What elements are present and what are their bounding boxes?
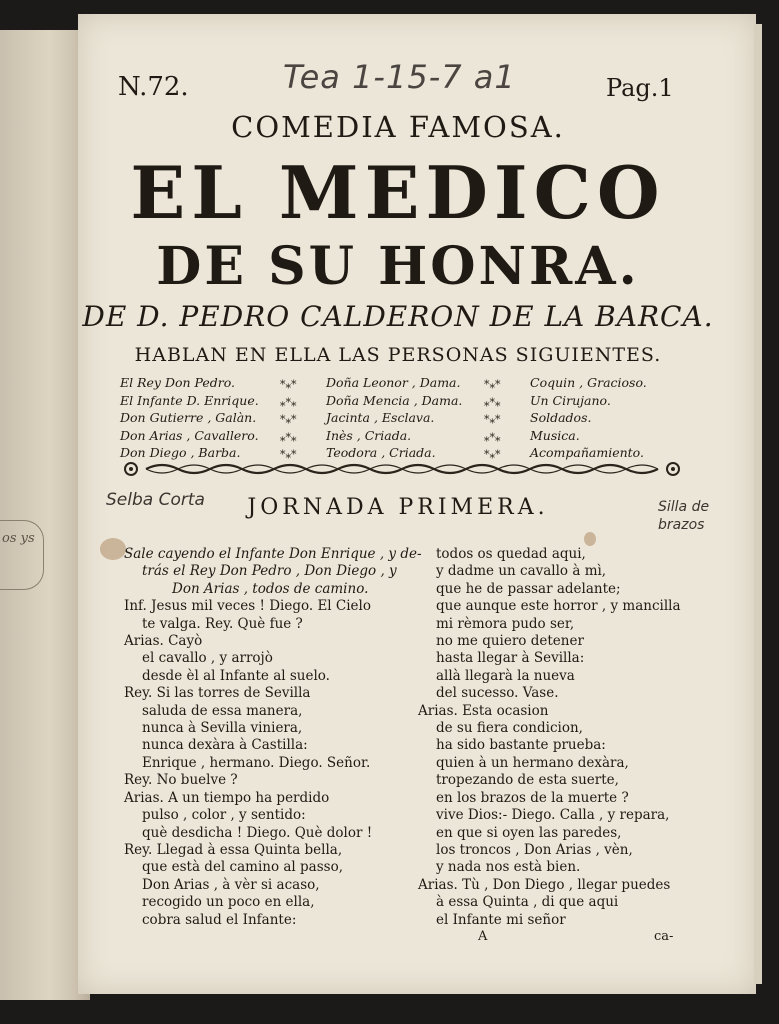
cast-item: Soldados.: [530, 410, 592, 425]
title-line-3: DE SU HONRA.: [156, 236, 640, 297]
cast-item: Jacinta , Esclava.: [326, 410, 435, 425]
handwritten-note-left: Selba Corta: [106, 490, 205, 510]
cast-item: Doña Leonor , Dama.: [326, 375, 461, 390]
spine-fragment-text: os ys: [0, 520, 44, 590]
text-line: en que si oyen las paredes,: [436, 824, 622, 841]
cast-item: Don Arias , Cavallero.: [120, 427, 259, 443]
text-line: y nada nos està bien.: [436, 859, 581, 876]
text-line: allà llegarà la nueva: [436, 667, 575, 684]
text-line: mi rèmora pudo ser,: [436, 615, 575, 632]
text-line: todos os quedad aqui,: [436, 546, 586, 562]
cast-item: Musica.: [530, 427, 580, 443]
cast-item: Teodora , Criada.: [326, 445, 436, 460]
text-line: Rey. No buelve ?: [124, 772, 238, 789]
text-line: Sale cayendo el Infante Don Enrique , y de-: [124, 546, 422, 562]
text-line: Enrique , hermano. Diego. Señor.: [142, 754, 371, 771]
title-line-1: COMEDIA FAMOSA.: [231, 110, 565, 144]
page-label: Pag.1: [606, 74, 674, 102]
cast-column-3: [530, 374, 647, 462]
text-line: Rey. Si las torres de Sevilla: [124, 685, 311, 702]
text-line: el cavallo , y arrojò: [142, 650, 273, 667]
text-line: hasta llegar à Sevilla:: [436, 650, 585, 667]
cast-item: Acompañamiento.: [530, 445, 644, 460]
cast-item: Don Gutierre , Galàn.: [120, 410, 257, 425]
cast-column-1: [120, 374, 259, 462]
text-line: no me quiero detener: [436, 633, 584, 650]
signature-mark: A: [478, 929, 488, 944]
catchword: ca-: [654, 929, 674, 944]
previous-page-edge: [0, 30, 90, 1000]
text-line: que aunque este horror , y mancilla: [436, 598, 681, 615]
text-line: trás el Rey Don Pedro , Don Diego , y: [142, 563, 397, 580]
text-line: desde èl al Infante al suelo.: [142, 667, 330, 684]
stain: [584, 532, 596, 546]
cast-item: Inès , Criada.: [326, 427, 412, 443]
text-line: te valga. Rey. Què fue ?: [142, 615, 303, 632]
text-line: què desdicha ! Diego. Què dolor !: [142, 824, 373, 841]
text-line: quien à un hermano dexàra,: [436, 754, 629, 771]
text-line: Inf. Jesus mil veces ! Diego. El Cielo: [124, 598, 371, 615]
text-column-left: [124, 546, 422, 929]
cast-item: Doña Mencia , Dama.: [326, 392, 463, 408]
text-line: cobra salud el Infante:: [142, 911, 297, 928]
text-line: los troncos , Don Arias , vèn,: [436, 841, 633, 858]
text-line: el Infante mi señor: [436, 911, 566, 928]
text-line: y dadme un cavallo à mì,: [436, 563, 607, 580]
stain: [100, 538, 126, 560]
document-page: [78, 14, 756, 994]
text-line: Don Arias , todos de camino.: [172, 580, 369, 597]
handwritten-note-right: Silla de brazos: [658, 499, 710, 533]
ornament-stars: *⁎* ⁎*⁎ *⁎* ⁎*⁎ *⁎*: [280, 378, 297, 461]
title-line-2: EL MEDICO: [130, 150, 666, 235]
text-line: en los brazos de la muerte ?: [436, 789, 629, 806]
text-line: nunca dexàra à Castilla:: [142, 737, 308, 754]
ornament-stars: *⁎* ⁎*⁎ *⁎* ⁎*⁎ *⁎*: [484, 378, 501, 461]
author-line: DE D. PEDRO CALDERON DE LA BARCA.: [82, 300, 714, 333]
text-line: Rey. Llegad à essa Quinta bella,: [124, 841, 343, 858]
text-line: nunca à Sevilla viniera,: [142, 720, 303, 737]
text-line: de su fiera condicion,: [436, 720, 583, 737]
text-column-right: [418, 546, 681, 929]
text-line: tropezando de esta suerte,: [436, 772, 619, 789]
text-line: que està del camino al passo,: [142, 859, 344, 876]
cast-item: Un Cirujano.: [530, 392, 611, 408]
text-line: pulso , color , y sentido:: [142, 807, 306, 824]
text-line: Arias. A un tiempo ha perdido: [124, 789, 330, 806]
act-heading: JORNADA PRIMERA.: [247, 495, 549, 520]
cast-item: Coquin , Gracioso.: [530, 375, 647, 390]
text-line: del sucesso. Vase.: [436, 685, 559, 702]
ornament-rule: [122, 460, 682, 478]
cast-item: El Infante D. Enrique.: [120, 392, 259, 408]
cast-item: El Rey Don Pedro.: [120, 375, 236, 390]
text-line: que he de passar adelante;: [436, 580, 621, 597]
text-line: Arias. Cayò: [124, 633, 203, 650]
text-line: Don Arias , à vèr si acaso,: [142, 876, 320, 893]
text-line: recogido un poco en ella,: [142, 894, 315, 911]
text-line: à essa Quinta , di que aqui: [436, 894, 619, 911]
handwritten-shelfmark: Tea 1-15-7 a1: [283, 58, 516, 96]
cast-column-2: [326, 374, 462, 462]
text-line: Arias. Esta ocasion: [418, 702, 549, 719]
text-line: Arias. Tù , Don Diego , llegar puedes: [418, 876, 671, 893]
text-line: saluda de essa manera,: [142, 702, 303, 719]
cast-item: Don Diego , Barba.: [120, 445, 241, 460]
number-label: N.72.: [118, 72, 189, 102]
persons-heading: HABLAN EN ELLA LAS PERSONAS SIGUIENTES.: [134, 344, 662, 366]
text-line: vive Dios:- Diego. Calla , y repara,: [436, 807, 670, 824]
text-line: ha sido bastante prueba:: [436, 737, 606, 754]
